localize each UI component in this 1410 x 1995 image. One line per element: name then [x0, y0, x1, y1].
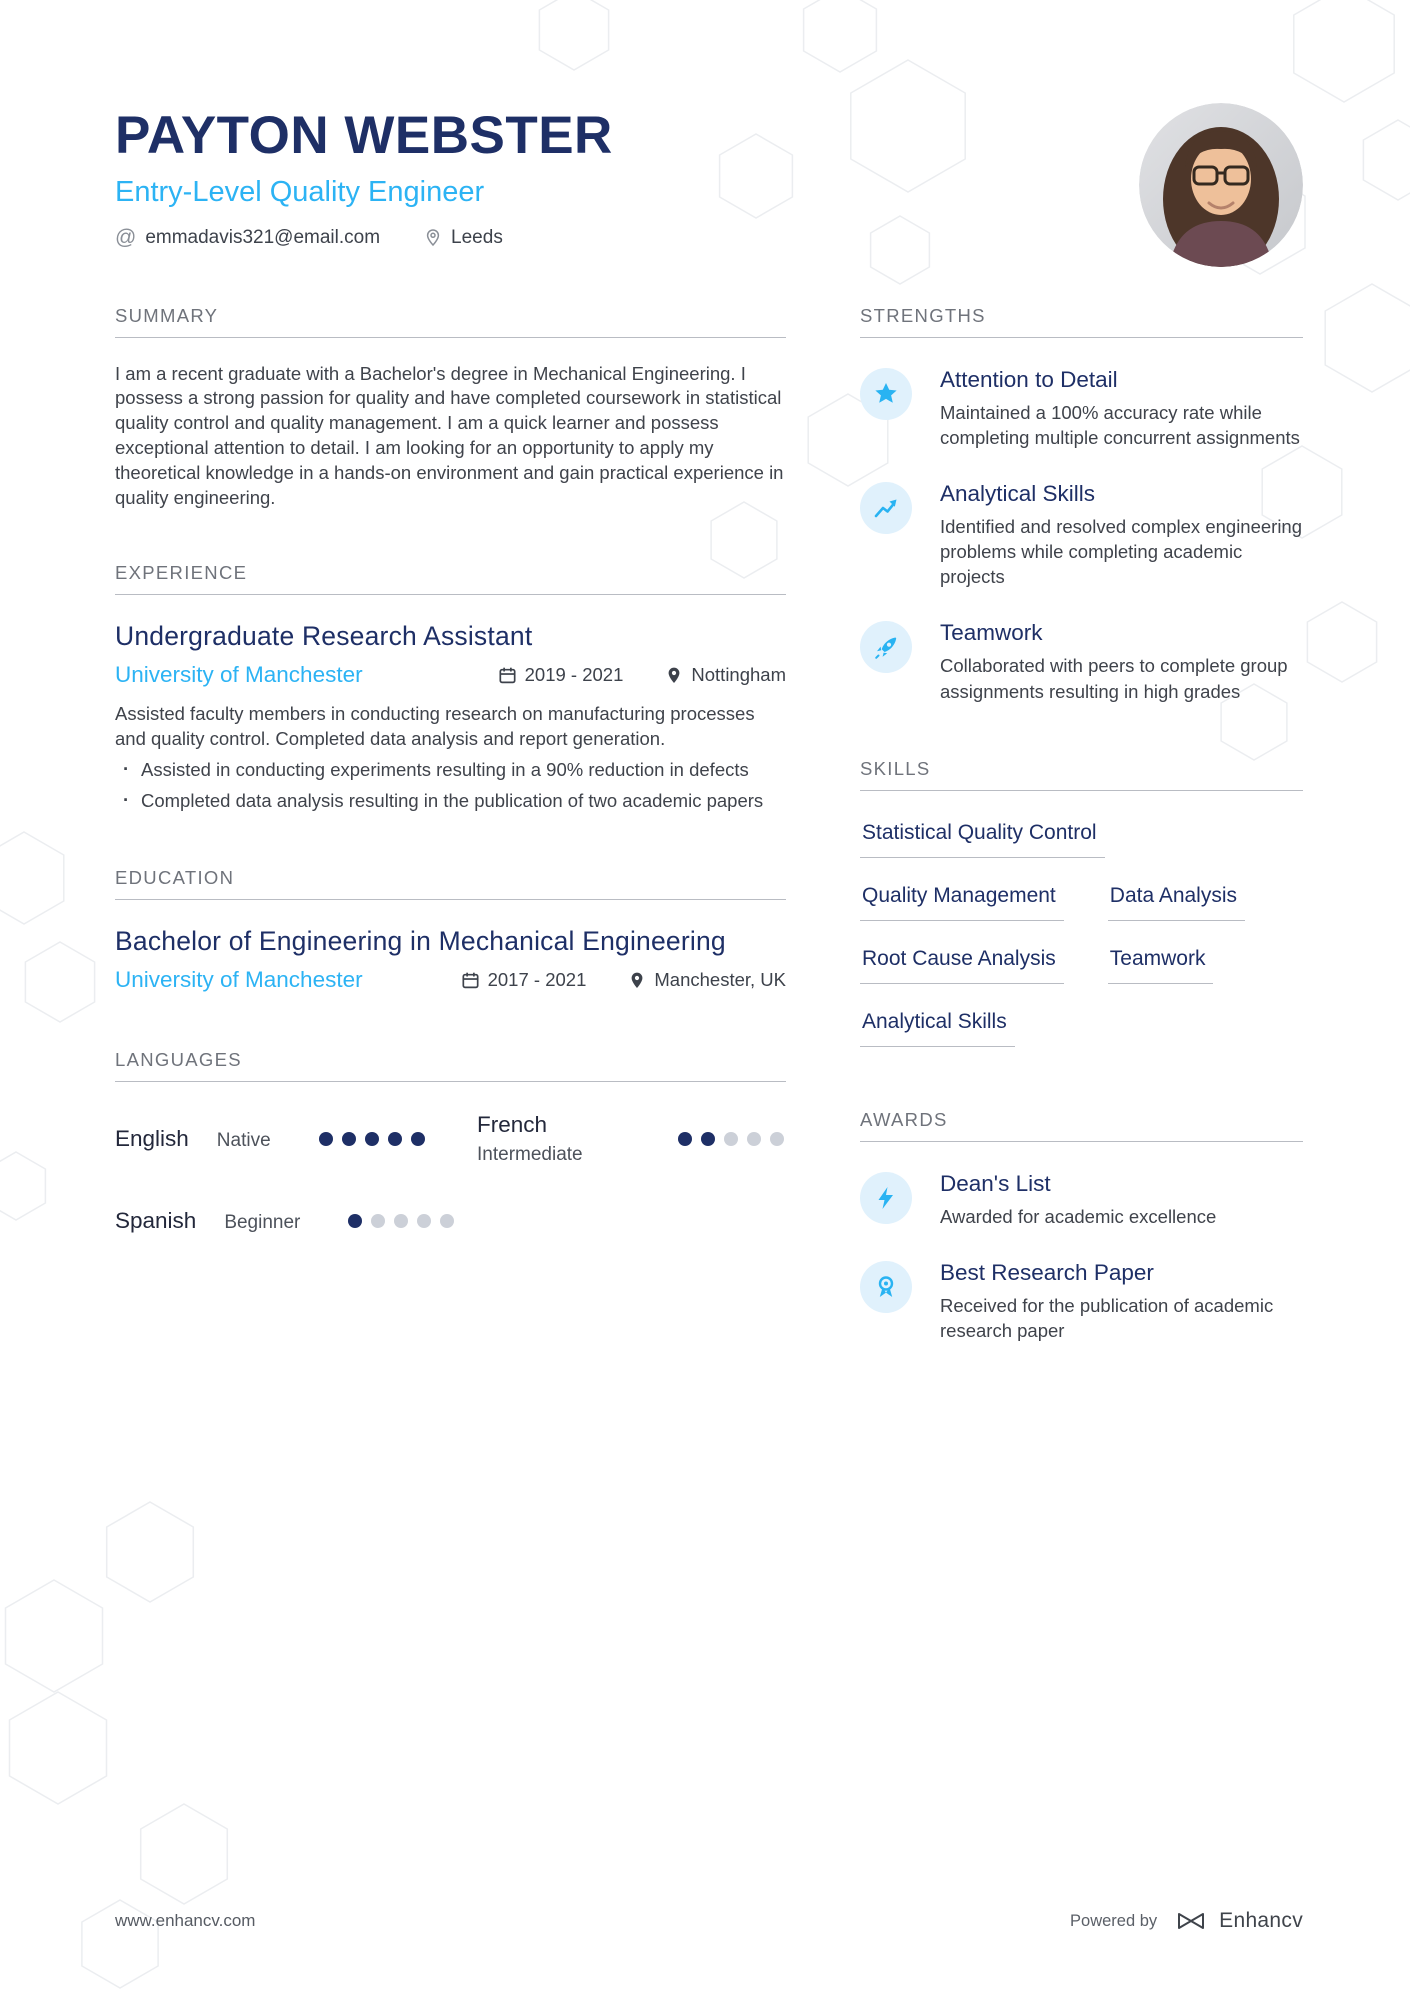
contact-row [115, 227, 1303, 249]
language-level-dots [678, 1132, 784, 1146]
award-item [860, 1259, 1303, 1343]
enhancv-logo-icon [1173, 1910, 1209, 1932]
strength-description: Identified and resolved complex engineering problems while completing academic projects [940, 515, 1303, 588]
level-dot [342, 1132, 356, 1146]
skill-tag: Statistical Quality Control [860, 821, 1105, 858]
language-level: Intermediate [477, 1144, 583, 1166]
candidate-name: PAYTON WEBSTER [115, 106, 613, 165]
enhancv-brand-text: Enhancv [1219, 1909, 1303, 1932]
award-title: Dean's List [940, 1170, 1051, 1196]
level-dot [371, 1214, 385, 1228]
candidate-title: Entry-Level Quality Engineer [115, 175, 485, 208]
language-item [477, 1112, 786, 1166]
right-column [860, 305, 1303, 1344]
level-dot [348, 1214, 362, 1228]
rocket-icon [860, 621, 912, 673]
experience-bullet: · Assisted in conducting experiments resulting in a 90% reduction in defects [115, 758, 786, 783]
medal-icon [860, 1261, 912, 1313]
award-description: Awarded for academic excellence [940, 1205, 1217, 1227]
strength-title: Teamwork [940, 620, 1043, 646]
education-dates [461, 969, 587, 991]
experience-section [115, 562, 786, 813]
location-pin-icon [424, 228, 442, 247]
strength-title: Attention to Detail [940, 366, 1118, 392]
calendar-icon [498, 666, 517, 685]
left-column [115, 305, 786, 1344]
profile-photo [1139, 103, 1303, 267]
strength-description: Maintained a 100% accuracy rate while completing multiple concurrent assignments [940, 401, 1300, 448]
language-name: English [115, 1126, 189, 1152]
skill-tag: Root Cause Analysis [860, 947, 1064, 984]
strength-title: Analytical Skills [940, 480, 1096, 506]
award-description: Received for the publication of academic research paper [940, 1294, 1274, 1342]
main-body [0, 305, 1410, 1344]
language-level: Beginner [224, 1212, 301, 1234]
avatar-illustration [1139, 103, 1303, 267]
award-title: Best Research Paper [940, 1259, 1154, 1285]
skill-tag: Teamwork [1108, 947, 1214, 984]
email-text: emmadavis321@email.com [145, 226, 381, 248]
education-heading: EDUCATION [115, 867, 786, 900]
award-item [860, 1170, 1303, 1229]
awards-section [860, 1109, 1303, 1343]
summary-text: I am a recent graduate with a Bachelor's degree in Mechanical Engineering. I possess a strong passion for quality and have completed coursework in statistical quality control and quality management. I am a quick learner and possess exceptional attention to detail. I am looking for an opportunity to apply my theoretical knowledge in a hands-on environment and gain practical experience in quality engineering. [115, 362, 784, 508]
enhancv-website-link[interactable]: www.enhancv.com [115, 1911, 256, 1930]
education-item [115, 926, 786, 993]
language-level: Native [216, 1130, 271, 1152]
education-section [115, 867, 786, 993]
language-name: French [477, 1112, 548, 1138]
education-meta-row [115, 967, 786, 993]
analytics-arrow-icon [860, 482, 912, 534]
lightning-icon [860, 1172, 912, 1224]
language-level-dots [319, 1132, 425, 1146]
strength-description: Collaborated with peers to complete group assignments resulting in high grades [940, 655, 1288, 702]
powered-by-label: Powered by [1070, 1911, 1158, 1930]
experience-item [115, 621, 786, 813]
level-dot [388, 1132, 402, 1146]
level-dot [678, 1132, 692, 1146]
star-badge-icon [860, 368, 912, 420]
experience-company: University of Manchester [115, 662, 363, 688]
experience-heading: EXPERIENCE [115, 562, 786, 595]
email-icon: @ [115, 226, 137, 250]
experience-description: Assisted faculty members in conducting research on manufacturing processes and quality control. Completed data analysis and report generation. [115, 703, 755, 750]
summary-heading: SUMMARY [115, 305, 786, 338]
language-level-dots [348, 1214, 454, 1228]
strength-item [860, 480, 1303, 589]
location-pin-icon [628, 971, 646, 990]
calendar-icon [461, 971, 480, 990]
level-dot [411, 1132, 425, 1146]
awards-heading: AWARDS [860, 1109, 1303, 1142]
education-degree: Bachelor of Engineering in Mechanical Engineering [115, 926, 726, 957]
experience-meta-row [115, 662, 786, 688]
skill-tag: Data Analysis [1108, 884, 1245, 921]
education-location-text: Manchester, UK [654, 969, 786, 991]
contact-email[interactable] [115, 227, 380, 249]
experience-dates-text: 2019 - 2021 [524, 664, 624, 686]
summary-section [115, 305, 786, 511]
experience-location [665, 664, 786, 686]
language-name: Spanish [115, 1208, 197, 1234]
level-dot [365, 1132, 379, 1146]
powered-by [1070, 1909, 1303, 1933]
experience-bullet: · Completed data analysis resulting in the publication of two academic papers [115, 789, 786, 814]
level-dot [440, 1214, 454, 1228]
enhancv-logo[interactable] [1173, 1909, 1303, 1933]
education-dates-text: 2017 - 2021 [487, 969, 587, 991]
level-dot [394, 1214, 408, 1228]
level-dot [770, 1132, 784, 1146]
level-dot [747, 1132, 761, 1146]
experience-location-text: Nottingham [691, 664, 786, 686]
location-text: Leeds [451, 226, 503, 248]
skill-list [860, 821, 1303, 1047]
skill-tag: Quality Management [860, 884, 1064, 921]
level-dot [724, 1132, 738, 1146]
languages-grid [115, 1112, 786, 1234]
level-dot [319, 1132, 333, 1146]
strength-item [860, 619, 1303, 703]
languages-section [115, 1049, 786, 1234]
language-item [115, 1112, 477, 1166]
language-item [115, 1208, 477, 1234]
strengths-section [860, 305, 1303, 704]
experience-bullet-list [115, 758, 786, 814]
location-pin-icon [665, 666, 683, 685]
strengths-heading: STRENGTHS [860, 305, 1303, 338]
skills-heading: SKILLS [860, 758, 1303, 791]
level-dot [417, 1214, 431, 1228]
contact-location [424, 227, 503, 249]
level-dot [701, 1132, 715, 1146]
education-school: University of Manchester [115, 967, 363, 993]
languages-heading: LANGUAGES [115, 1049, 786, 1082]
experience-dates [498, 664, 624, 686]
header [0, 0, 1410, 249]
skills-section [860, 758, 1303, 1047]
experience-role: Undergraduate Research Assistant [115, 621, 533, 652]
skill-tag: Analytical Skills [860, 1010, 1015, 1047]
footer [115, 1909, 1303, 1933]
strength-item [860, 366, 1303, 450]
education-location [628, 969, 786, 991]
